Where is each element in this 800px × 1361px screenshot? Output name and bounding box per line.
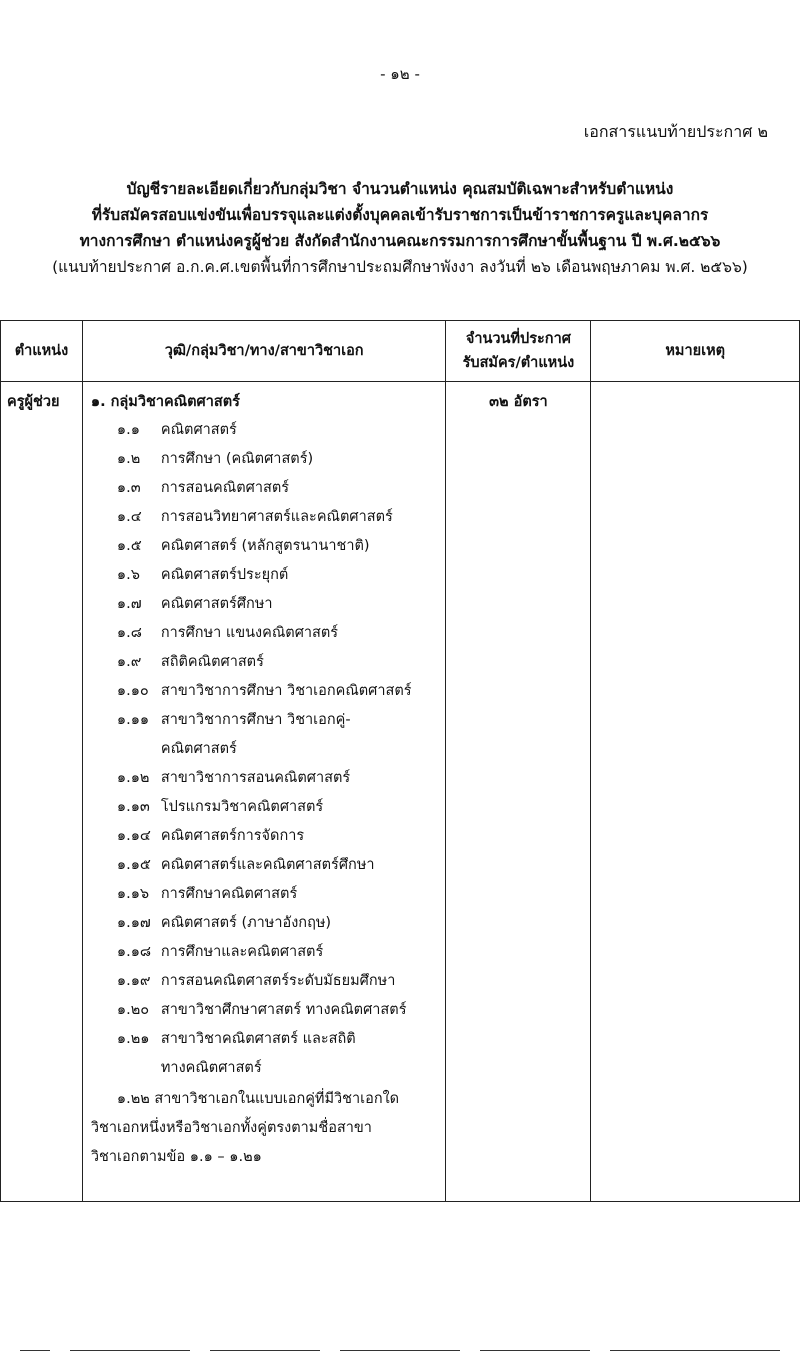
final-item [91,1083,446,1172]
subject-item-text: การศึกษาคณิตศาสตร์ [160,886,298,902]
qualification-table [0,320,800,1202]
subject-list [91,416,446,1083]
subject-item [91,503,446,532]
subject-item-number: ๑.๑๗ [116,915,151,931]
final-item-line-2: วิชาเอกหนึ่งหรือวิชาเอกทั้งคู่ตรงตามชื่อสาขา [90,1120,372,1136]
subject-item-number: ๑.๑๙ [116,973,151,989]
subject-item [91,822,446,851]
footer-rule [70,1350,190,1351]
subject-item-number: ๑.๒ [116,451,141,467]
subject-item-text: คณิตศาสตร์ (หลักสูตรนานาชาติ) [160,538,370,554]
subject-item [91,648,446,677]
subject-item-number: ๑.๖ [116,567,140,583]
subject-item-number: ๑.๑๑ [116,712,150,728]
subject-item [91,619,446,648]
table-header-row [1,321,800,382]
subject-item [91,764,446,793]
subject-item [91,996,446,1025]
subject-item-number: ๑.๕ [116,538,142,554]
subject-item-number: ๑.๔ [116,509,142,525]
footer-rule [20,1350,50,1351]
subject-item-number: ๑.๒๑ [116,1031,150,1047]
subject-item-continuation: ทางคณิตศาสตร์ [160,1060,262,1076]
subject-item-text: สาขาวิชาศึกษาศาสตร์ ทางคณิตศาสตร์ [160,1002,407,1018]
subject-item [91,880,446,909]
remarks-cell [591,382,800,1202]
heading-line-2: ที่รับสมัครสอบแข่งขันเพื่อบรรจุและแต่งตั้งบุคคลเข้ารับราชการเป็นข้าราชการครูและบุคลากร [91,206,709,224]
subject-item-text: โปรแกรมวิชาคณิตศาสตร์ [160,799,324,815]
subject-item [91,967,446,996]
subject-item [91,677,446,706]
final-item-line-3: วิชาเอกตามข้อ ๑.๑ – ๑.๒๑ [90,1149,262,1165]
heading-line-4: (แนบท้ายประกาศ อ.ก.ค.ศ.เขตพื้นที่การศึกษาประถมศึกษาพังงา ลงวันที่ ๒๖ เดือนพฤษภาคม พ.ศ. ๒๕๖๖) [52,258,748,276]
subject-item-text: การสอนวิทยาศาสตร์และคณิตศาสตร์ [160,509,393,525]
subject-item-number: ๑.๑๘ [116,944,152,960]
subject-item [91,590,446,619]
subject-item-number: ๑.๒๐ [116,1002,150,1018]
count-cell: ๓๒ อัตรา [446,382,591,1202]
subject-item-number: ๑.๑๒ [116,770,150,786]
table-row [1,382,800,1202]
subject-item-text: คณิตศาสตร์และคณิตศาสตร์ศึกษา [160,857,375,873]
header-count-line-1: จำนวนที่ประกาศ [465,331,571,347]
subject-item-text: สาขาวิชาการศึกษา วิชาเอกคู่- [160,712,351,728]
subject-item-text: สาขาวิชาการสอนคณิตศาสตร์ [160,770,351,786]
footer-rule [610,1350,780,1351]
subject-item-text: การสอนคณิตศาสตร์ [160,480,290,496]
subject-group-title: ๑. กลุ่มวิชาคณิตศาสตร์ [90,394,240,410]
footer-rule [340,1350,460,1351]
subject-item-text: การสอนคณิตศาสตร์ระดับมัธยมศึกษา [160,973,396,989]
header-position: ตำแหน่ง [1,321,83,382]
heading-line-1: บัญชีรายละเอียดเกี่ยวกับกลุ่มวิชา จำนวนตำแหน่ง คุณสมบัติเฉพาะสำหรับตำแหน่ง [126,180,674,198]
subject-item-text: การศึกษา (คณิตศาสตร์) [160,451,314,467]
document-reference: เอกสารแนบท้ายประกาศ ๒ [583,122,768,141]
subject-item-text: การศึกษาและคณิตศาสตร์ [160,944,324,960]
final-item-line-1: ๑.๒๒ สาขาวิชาเอกในแบบเอกคู่ที่มีวิชาเอกใด [116,1091,400,1107]
document-heading [0,176,800,280]
subject-item-number: ๑.๑๕ [116,857,151,873]
subject-item-number: ๑.๘ [116,625,142,641]
subject-item-text: คณิตศาสตร์ [160,422,237,438]
subject-item-text: สาขาวิชาการศึกษา วิชาเอกคณิตศาสตร์ [160,683,412,699]
page-number: - ๑๒ - [380,65,420,83]
subject-item [91,909,446,938]
subject-item-number: ๑.๑ [116,422,140,438]
subject-item [91,938,446,967]
subject-item-number: ๑.๑๓ [116,799,150,815]
subject-item-text: คณิตศาสตร์การจัดการ [160,828,305,844]
subject-item [91,793,446,822]
subject-item-text: การศึกษา แขนงคณิตศาสตร์ [160,625,339,641]
subject-item-number: ๑.๓ [116,480,141,496]
subject-item-text: คณิตศาสตร์ประยุกต์ [160,567,289,583]
subject-item [91,474,446,503]
subject-item [91,1025,446,1054]
header-count-line-2: รับสมัคร/ตำแหน่ง [462,355,575,371]
subject-item-continuation: คณิตศาสตร์ [160,741,237,757]
subject-item [91,445,446,474]
subject-item [91,532,446,561]
subject-item-number: ๑.๙ [116,654,142,670]
subject-item-number: ๑.๑๐ [116,683,149,699]
subject-item-text: คณิตศาสตร์ศึกษา [160,596,273,612]
position-cell: ครูผู้ช่วย [1,382,83,1202]
subjects-cell [82,382,446,1202]
subject-item-text: สาขาวิชาคณิตศาสตร์ และสถิติ [160,1031,356,1047]
subject-item [91,561,446,590]
footer-rule [480,1350,590,1351]
subject-item-number: ๑.๑๖ [116,886,150,902]
footer-rule [210,1350,320,1351]
subject-item-text: สถิติคณิตศาสตร์ [160,654,264,670]
subject-item [91,416,446,445]
header-count [446,321,591,382]
subject-item [91,851,446,880]
subject-item-number: ๑.๗ [116,596,142,612]
header-qualification: วุฒิ/กลุ่มวิชา/ทาง/สาขาวิชาเอก [82,321,446,382]
header-remarks: หมายเหตุ [591,321,800,382]
subject-item [91,706,446,735]
heading-line-3: ทางการศึกษา ตำแหน่งครูผู้ช่วย สังกัดสำนักงานคณะกรรมการการศึกษาขั้นพื้นฐาน ปี พ.ศ.๒๕๖๖ [79,232,721,250]
subject-item-text: คณิตศาสตร์ (ภาษาอังกฤษ) [160,915,332,931]
subject-item-number: ๑.๑๔ [116,828,151,844]
